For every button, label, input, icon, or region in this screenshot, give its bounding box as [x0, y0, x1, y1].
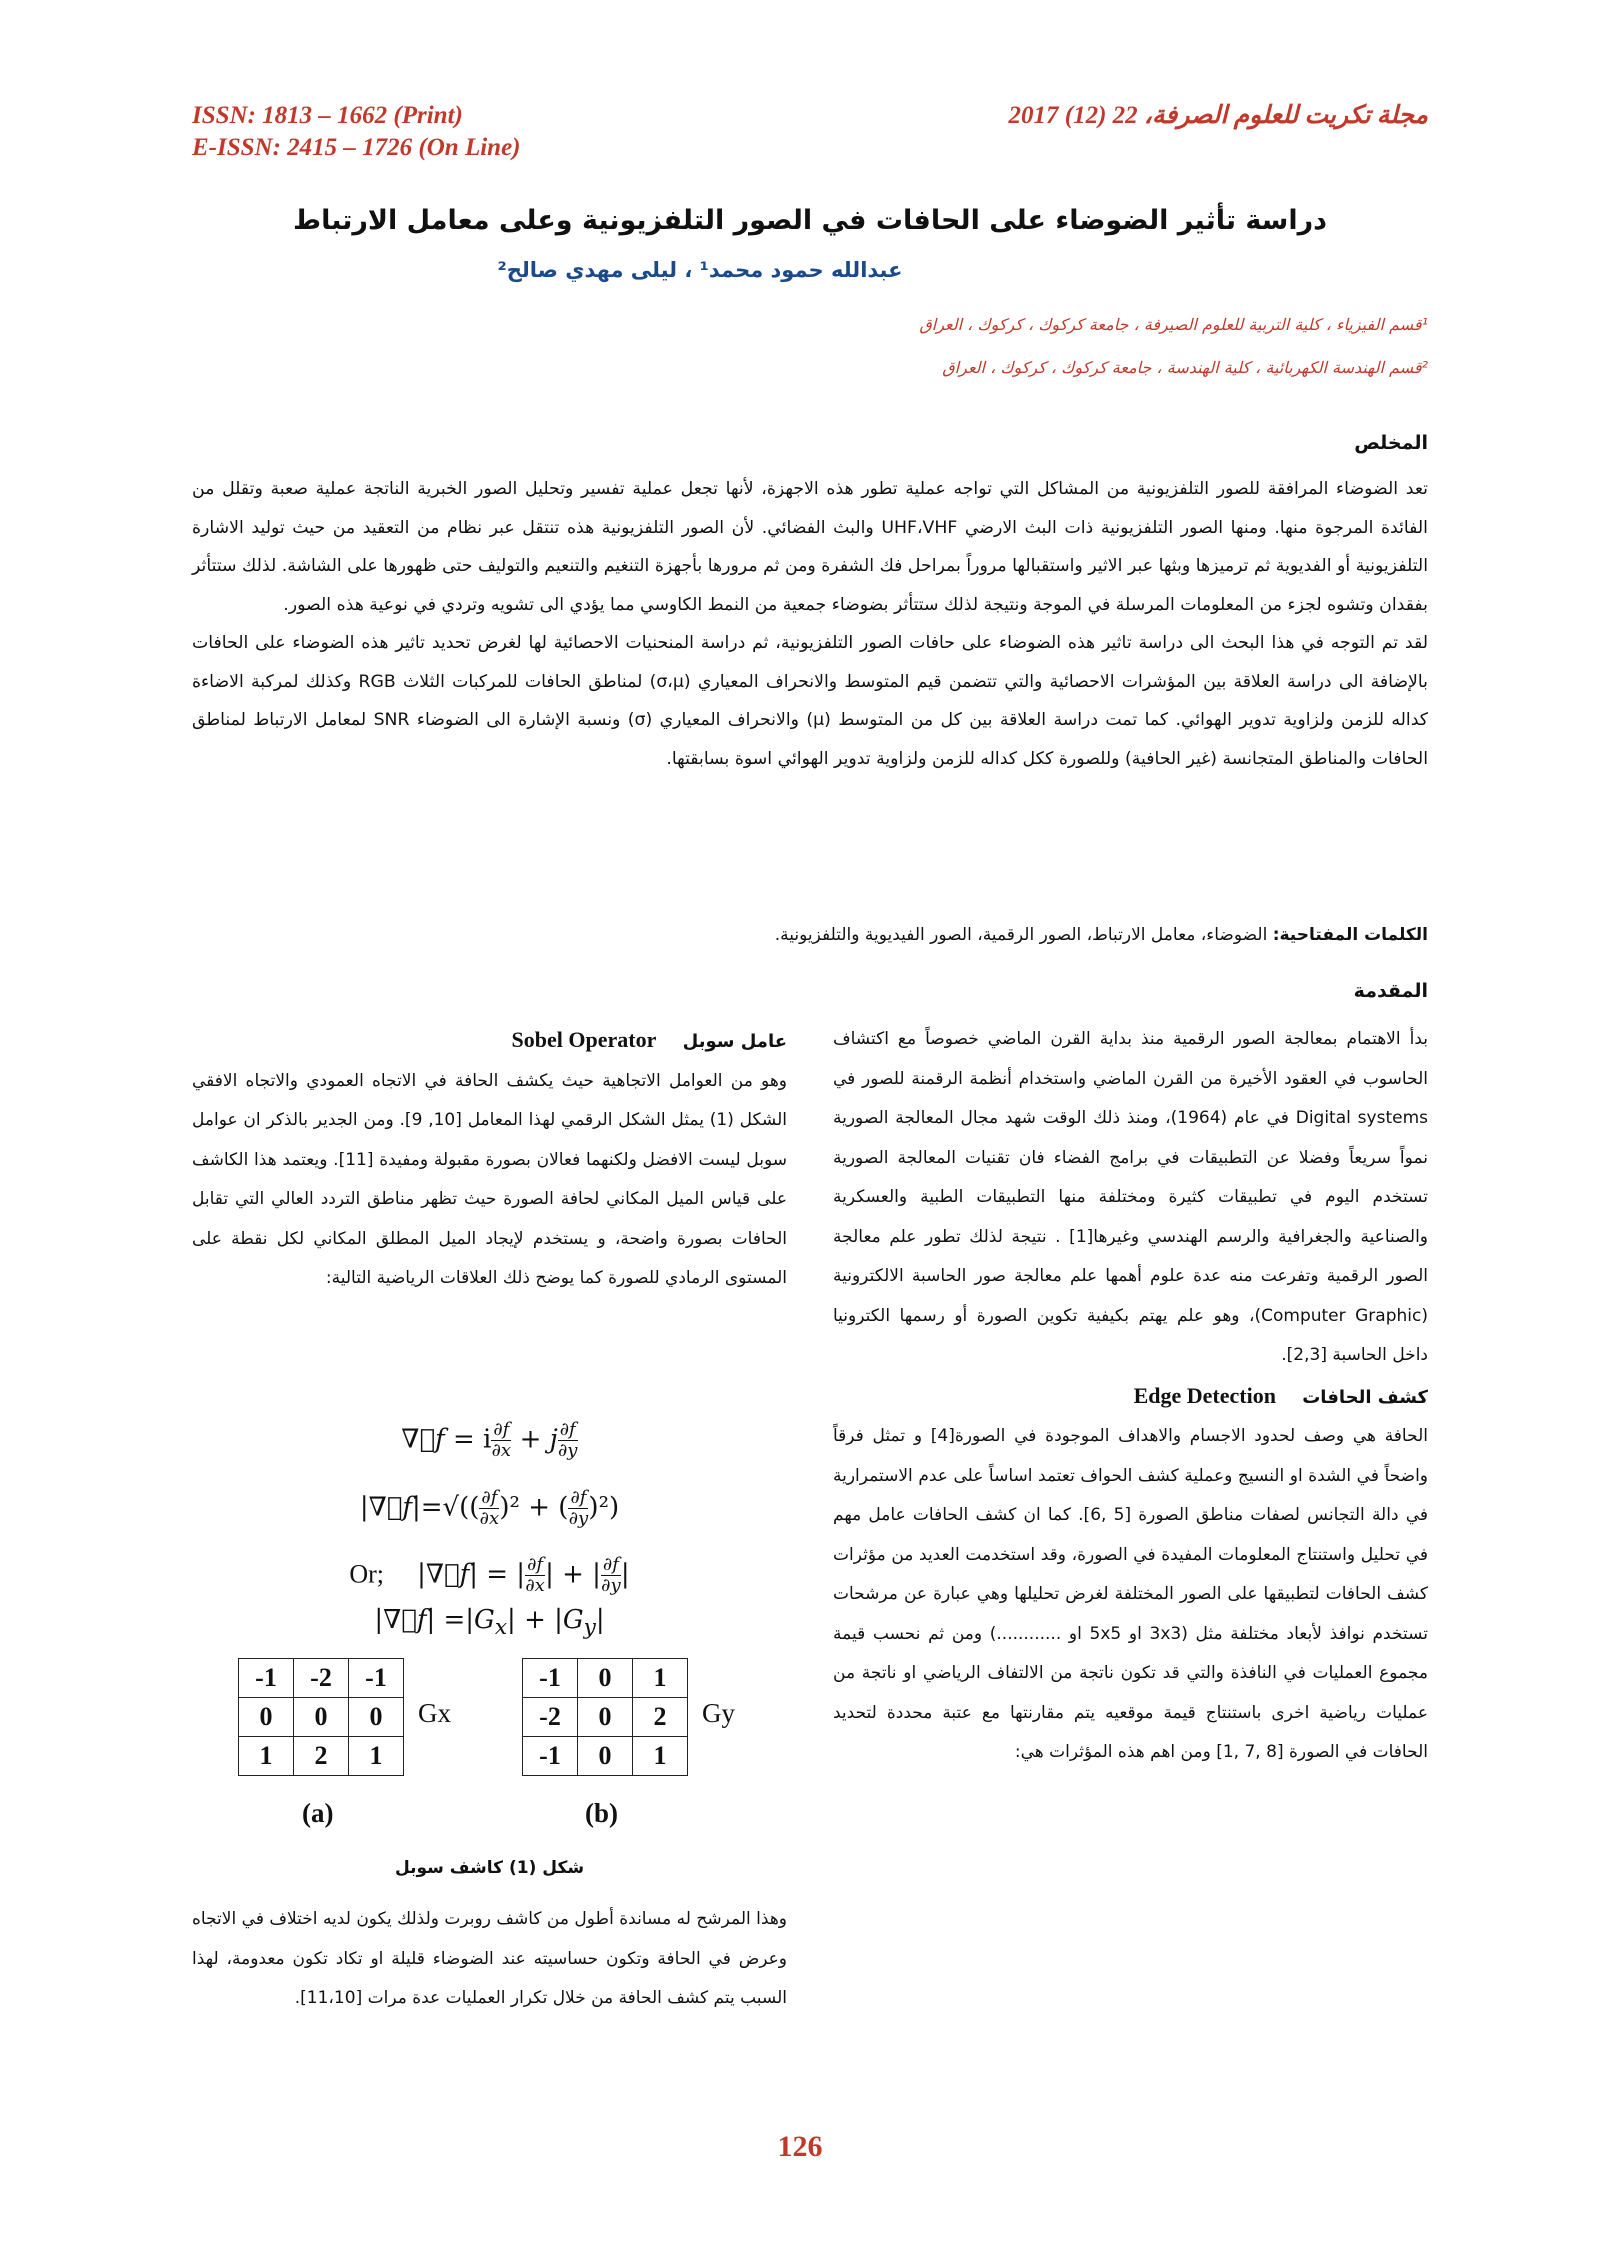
gx-cell: 1 — [349, 1737, 404, 1776]
sobel-paragraph-1: وهو من العوامل الاتجاهية حيث يكشف الحافة في الاتجاه العمودي والاتجاه الافقي الشكل (1) يمثل الشكل الرقمي لهذا المعامل [10, 9]. ومن الجدير بالذكر ان عوامل سوبل ليست الافضل ولكنهما فعالان بصورة مقبولة ومفيدة [11]. ويعتمد هذا الكاشف على قياس الميل المكاني لحافة الصورة حيث تظهر مناطق التردد العالي التي تقابل الحافات بصورة واضحة، و يستخدم لإيجاد الميل المطلق المكاني لكل نقطة على المستوى الرمادي للصورة كما يوضح ذلك العلاقات الرياضية التالية: — [192, 1070, 788, 1288]
gx-matrix — [238, 1658, 404, 1776]
gy-cell: 1 — [633, 1737, 688, 1776]
abstract-paragraph-1: تعد الضوضاء المرافقة للصور التلفزيونية من المشاكل التي تواجه عملية تطور هذه الاجهزة، لأنها تجعل عملية تفسير وتحليل الصور الخبرية الناتجة عملية صعبة وتقلل من الفائدة المرجوة منها. ومنها الصور التلفزيونية ذات البث الارضي UHF،VHF والبث الفضائي. لأن الصور التلفزيونية هذه تنتقل عبر نظام من التعقيد من حيث توليد الاشارة التلفزيونية أو الفديوية ثم ترميزها وبثها عبر الاثير واستقبالها مروراً بمراحل فك الشفرة ومن ثم مرورها بأجهزة التنغيم والتنعيم والتوليف حتى ظهورها على الشاشة. لذلك ستتأثر بفقدان وتشوه لجزء من المعلومات المرسلة في الموجة ونتيجة لذلك ستتأثر بضوضاء جمعية من النمط الكاوسي مما يؤدي الى تشويه وتردي في نوعية هذه الصور. — [192, 479, 1428, 615]
keywords-label: الكلمات المفتاحية: — [1272, 925, 1428, 945]
equation-approx: Or; |∇⃗f| = | $\frac{\partial f}{\partial x}$ | + | $\frac{\partial f}{\partial y}$ | — [349, 1554, 630, 1596]
gx-cell: -1 — [349, 1659, 404, 1698]
gy-cell: 0 — [578, 1737, 633, 1776]
abstract-body — [192, 470, 1428, 778]
gx-row — [239, 1737, 404, 1776]
affiliation-2: ²قسم الهندسة الكهربائية ، كلية الهندسة ، جامعة كركوك ، كركوك ، العراق — [942, 358, 1428, 377]
gx-cell: 0 — [294, 1698, 349, 1737]
equation-gradient: ∇⃗f = i $\frac{\partial f}{\partial x}$ + j $\frac{\partial f}{\partial y}$ — [401, 1419, 578, 1461]
sobel-column — [192, 1020, 787, 1299]
gx-cell: 1 — [239, 1737, 294, 1776]
intro-paragraph-2: الحافة هي وصف لحدود الاجسام والاهداف الموجودة في الصورة[4] و تمثل فرقاً واضحاً في الشدة او النسيج وعملية كشف الحواف تعتمد اساساً على عدم الاستمرارية في دالة التجانس لصفات مناطق الصورة [5 ,6]. كما ان كشف الحافات عامل مهم في تحليل واستنتاج المعلومات المفيدة في الصورة، وقد استخدمت العديد من مؤثرات كشف الحافات لتطبيقها على الصور المختلفة لغرض تحليلها وهي عبارة عن مرشحات تستخدم نوافذ لأبعاد مختلفة مثل (3x3 او 5x5 او ............) ومن ثم نحسب قيمة مجموع العمليات في النافذة والتي قد تكون ناتجة من الالتفاف الرياضي او ناتجة من عمليات رياضية اخرى باستنتاج قيمة موقعيه يتم مقارنتها مع عتبة محددة لتحديد الحافات في الصورة [8 ,7 ,1] ومن اهم هذه المؤثرات هي: — [833, 1426, 1428, 1762]
gx-cell: 0 — [239, 1698, 294, 1737]
subfig-label-b: (b) — [585, 1798, 618, 1828]
intro-heading: المقدمة — [1353, 980, 1428, 1002]
sobel-heading-ar: عامل سوبل — [682, 1031, 787, 1052]
gy-cell: -2 — [523, 1698, 578, 1737]
edge-heading-ar: كشف الحافات — [1302, 1386, 1428, 1408]
intro-paragraph-1: بدأ الاهتمام بمعالجة الصور الرقمية منذ بداية القرن الماضي خصوصاً مع اكتشاف الحاسوب في العقود الأخيرة من القرن الماضي واستخدام أنظمة الرقمنة للصور في Digital systems في عام (1964)، ومنذ ذلك الوقت شهد مجال المعالجة الصورية نمواً سريعاً وفضلا عن التطبيقات في برامج الفضاء فان تقنيات المعالجة الصورية تستخدم اليوم في تطبيقات كثيرة ومختلفة منها التطبيقات الطبية والعسكرية والصناعية والجغرافية والرسم الهندسي وغيرها[1] . نتيجة لذلك تطور علم معالجة الصور الرقمية وتفرعت منه عدة علوم أهمها علم معالجة صور الحاسبة الالكترونية (Computer Graphic)، وهو علم يهتم بكيفية تكوين الصورة أو رسمها الكترونيا داخل الحاسبة [2,3]. — [833, 1029, 1429, 1365]
gy-cell: -1 — [523, 1659, 578, 1698]
gx-cell: -2 — [294, 1659, 349, 1698]
gx-cell: 0 — [349, 1698, 404, 1737]
gy-cell: -1 — [523, 1737, 578, 1776]
keywords-text: الضوضاء، معامل الارتباط، الصور الرقمية، الصور الفيديوية والتلفزيونية. — [774, 925, 1273, 945]
page-number: 126 — [777, 2130, 823, 2163]
sobel-column-bottom — [192, 1900, 787, 2019]
paper-title: دراسة تأثير الضوضاء على الحافات في الصور التلفزيونية وعلى معامل الارتباط — [293, 205, 1327, 236]
figure-caption: شكل (1) كاشف سوبل — [394, 1858, 585, 1878]
gx-cell: 2 — [294, 1737, 349, 1776]
issn-online: E-ISSN: 2415 – 1726 (On Line) — [192, 134, 521, 161]
gy-cell: 0 — [578, 1698, 633, 1737]
gy-row — [523, 1659, 688, 1698]
or-label: Or; — [349, 1559, 385, 1589]
gy-label: Gy — [702, 1698, 735, 1728]
abstract-paragraph-2: لقد تم التوجه في هذا البحث الى دراسة تاثير هذه الضوضاء على حافات الصور التلفزيونية، ثم دراسة المنحنيات الاحصائية لها لغرض تحديد تاثير هذه الضوضاء على الحافات بالإضافة الى دراسة العلاقة بين المؤشرات الاحصائية والتي تتضمن قيم المتوسط والانحراف المعياري (σ،μ) لمناطق الحافات للمركبات الثلاث RGB وكذلك لمركبة الاضاءة كداله للزمن ولزاوية تدوير الهوائي. كما تمت دراسة العلاقة بين كل من المتوسط (μ) والانحراف المعياري (σ) ونسبة الإشارة الى الضوضاء SNR لمعامل الارتباط لمناطق الحافات والمناطق المتجانسة (غير الحافية) وللصورة ككل كداله للزمن ولزاوية تدوير الهوائي اسوة بسابقتها. — [192, 633, 1428, 769]
gy-row — [523, 1737, 688, 1776]
journal-name: مجلة تكريت للعلوم الصرفة، 22 (12) 2017 — [1008, 102, 1428, 129]
abstract-heading: المخلص — [1354, 432, 1428, 454]
issn-block — [192, 100, 712, 164]
gx-row — [239, 1698, 404, 1737]
edge-detection-heading — [833, 1376, 1428, 1418]
sobel-paragraph-2: وهذا المرشح له مساندة أطول من كاشف روبرت ولذلك يكون لديه اختلاف في الاتجاه وعرض في الحافة وتكون حساسيته عند الضوضاء قليلة او تكاد تكون معدومة، لهذا السبب يتم كشف الحافة من خلال تكرار العمليات عدة مرات [11،10]. — [192, 1909, 787, 2008]
gy-cell: 2 — [633, 1698, 688, 1737]
gy-matrix — [522, 1658, 688, 1776]
gy-cell: 1 — [633, 1659, 688, 1698]
equation-gxgy: |∇⃗f| $=|G_x| + |G_y|$ — [374, 1605, 605, 1641]
gx-label: Gx — [418, 1698, 451, 1728]
issn-print: ISSN: 1813 – 1662 (Print) — [192, 102, 463, 129]
gx-cell: -1 — [239, 1659, 294, 1698]
sobel-heading-en: Sobel Operator — [511, 1027, 657, 1052]
authors: عبدالله حمود محمد¹ ، ليلى مهدي صالح² — [497, 258, 903, 282]
gy-cell: 0 — [578, 1659, 633, 1698]
affiliation-1: ¹قسم الفيزياء ، كلية التربية للعلوم الصيرفة ، جامعة كركوك ، كركوك ، العراق — [919, 315, 1428, 334]
gx-row — [239, 1659, 404, 1698]
subfig-label-a: (a) — [302, 1798, 334, 1828]
keywords — [192, 925, 1428, 945]
edge-heading-en: Edge Detection — [1133, 1382, 1276, 1408]
intro-column — [833, 1020, 1428, 1773]
gy-row — [523, 1698, 688, 1737]
equation-magnitude: |∇⃗f|=√(( $\frac{\partial f}{\partial x}$ )² + ( $\frac{\partial f}{\partial y}$ )²) — [359, 1487, 620, 1529]
sobel-heading — [192, 1020, 787, 1062]
